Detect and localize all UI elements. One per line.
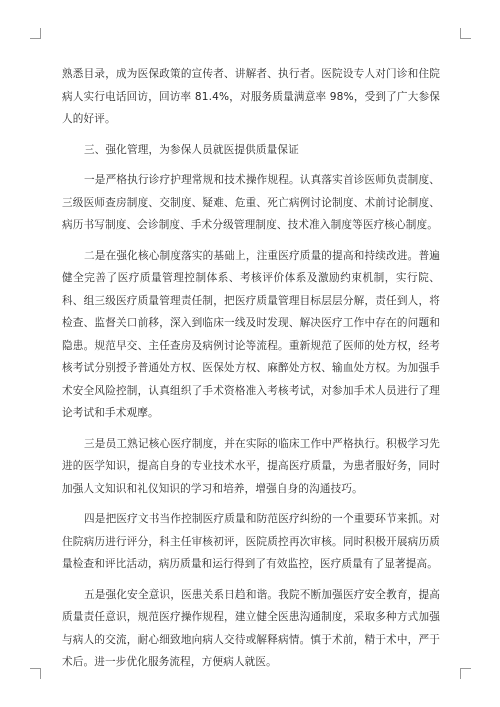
- paragraph-item-1: 一是严格执行诊疗护理常规和技术操作规程。认真落实首诊医师负责制度、三级医师查房制度、交制度、疑难、危重、死亡病例讨论制度、术前讨论制度、病历书写制度、会诊制度、手术分级管理制度、技术准入制度等医疗核心制度。: [62, 174, 440, 231]
- paragraph-item-2: 二是在强化核心制度落实的基础上，注重医疗质量的提高和持续改进。普遍健全完善了医疗质量管理控制体系、考核评价体系及激励约束机制，实行院、科、组三级医疗质量管理责任制，把医疗质量管理目标层层分解，责任到人，将检查、监督关口前移，深入到临床一线及时发现、解决医疗工作中存在的问题和隐患。规范早交、主任查房及病例讨论等流程。重新规范了医师的处方权，经考核考试分别授予普通处方权、医保处方权、麻醉处方权、输血处方权。为加强手术安全风险控制，认真组织了手术资格准入考核考试，对参加手术人员进行了理论考试和手术观摩。: [62, 249, 440, 419]
- crop-mark-bottom-left: [30, 668, 41, 679]
- paragraph-item-5: 五是强化安全意识，医患关系日趋和谐。我院不断加强医疗安全教育，提高质量责任意识，规范医疗操作规程，建立健全医患沟通制度，采取多种方式加强与病人的交流，耐心细致地向病人交待或解释病情。慎于术前，精于术中，严于术后。进一步优化服务流程，方便病人就医。: [62, 588, 440, 668]
- crop-mark-bottom-right: [460, 668, 471, 679]
- paragraph-continuation: 熟悉目录，成为医保政策的宣传者、讲解者、执行者。医院设专人对门诊和住院病人实行电话回访，回访率 81.4%，对服务质量满意率 98%，受到了广大参保人的好评。: [62, 68, 440, 125]
- crop-mark-top-left: [30, 28, 41, 39]
- document-body: [62, 63, 440, 682]
- paragraph-item-4: 四是把医疗文书当作控制医疗质量和防范医疗纠纷的一个重要环节来抓。对住院病历进行评分，科主任审核初评，医院质控再次审核。同时积极开展病历质量检查和评比活动，病历质量和运行得到了有效监控，医疗质量有了显著提高。: [62, 513, 440, 570]
- crop-mark-top-right: [460, 28, 471, 39]
- section-heading: 三、强化管理，为参保人员就医提供质量保证: [84, 143, 299, 156]
- paragraph-item-3: 三是员工熟记核心医疗制度，并在实际的临床工作中严格执行。积极学习先进的医学知识，提高自身的专业技术水平，提高医疗质量，为患者服好务，同时加强人文知识和礼仪知识的学习和培养，增强自身的沟通技巧。: [62, 437, 440, 495]
